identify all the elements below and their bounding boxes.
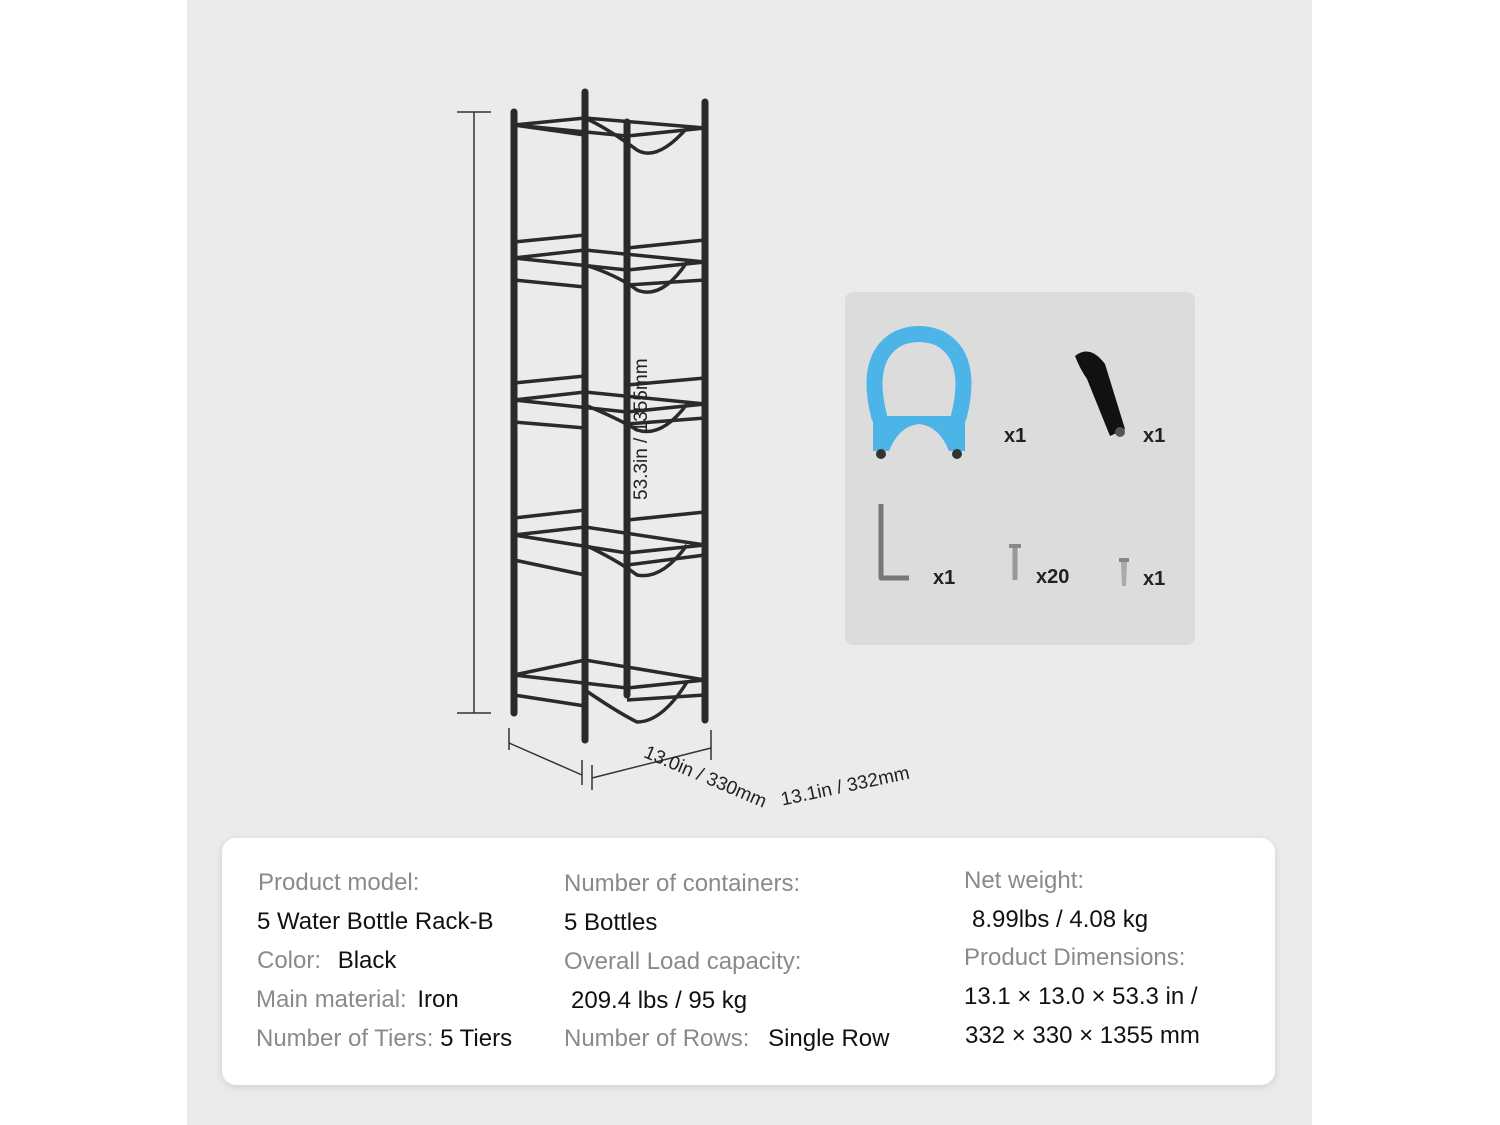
depth-dimension-label: 13.0in / 330mm: [640, 742, 770, 813]
material-value: Iron: [417, 986, 459, 1013]
bottle-handle-icon: [859, 326, 979, 461]
dims-value-metric: 332 × 330 × 1355 mm: [965, 1022, 1200, 1049]
weight-value: 8.99lbs / 4.08 kg: [972, 906, 1149, 933]
spec-card: [222, 838, 1275, 1085]
load-value: 209.4 lbs / 95 kg: [571, 987, 748, 1014]
dims-value-imperial: 13.1 × 13.0 × 53.3 in /: [964, 983, 1198, 1010]
strap-qty: x1: [1143, 425, 1166, 447]
allen-key-qty: x1: [933, 567, 956, 589]
allen-key-icon: [875, 500, 915, 585]
dims-label: Product Dimensions:: [964, 944, 1186, 971]
rows-label: Number of Rows:: [564, 1025, 750, 1052]
containers-label: Number of containers:: [564, 870, 801, 897]
wall-anchor-icon: [1117, 556, 1131, 588]
tiers-value: 5 Tiers: [440, 1025, 513, 1052]
model-label: Product model:: [258, 869, 420, 896]
rows-row: [564, 1025, 889, 1053]
color-value: Black: [337, 947, 397, 974]
height-dimension-label: 53.3in / 1355mm: [631, 358, 652, 500]
color-label: Color:: [257, 947, 322, 974]
screw-qty: x20: [1036, 566, 1070, 588]
rack-tiers: [514, 118, 705, 722]
width-dimension-label: 13.1in / 332mm: [779, 762, 912, 811]
material-row: [256, 986, 459, 1014]
material-label: Main material:: [256, 986, 407, 1013]
model-value: 5 Water Bottle Rack-B: [257, 908, 494, 935]
strap-icon: [1065, 344, 1135, 449]
tiers-label: Number of Tiers:: [256, 1025, 434, 1052]
containers-value: 5 Bottles: [564, 909, 658, 936]
accessories-panel: [845, 292, 1195, 645]
tiers-row: [256, 1025, 512, 1053]
load-label: Overall Load capacity:: [564, 948, 802, 975]
screw-icon: [1007, 542, 1023, 584]
rows-value: Single Row: [768, 1025, 890, 1052]
handle-qty: x1: [1004, 425, 1027, 447]
color-row: [257, 947, 396, 975]
anchor-qty: x1: [1143, 568, 1166, 590]
weight-label: Net weight:: [964, 867, 1085, 894]
